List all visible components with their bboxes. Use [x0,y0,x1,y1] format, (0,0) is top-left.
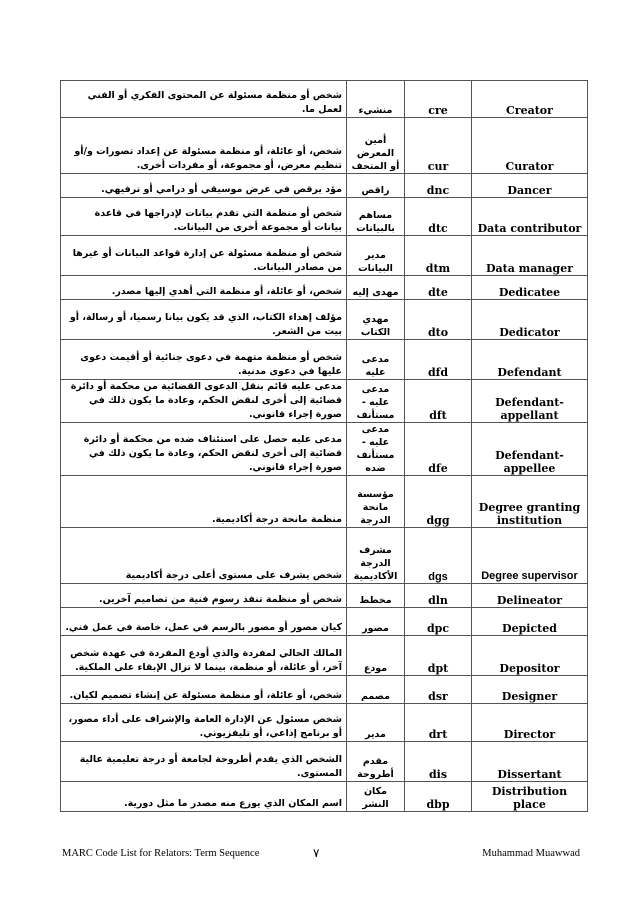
arabic-definition-cell: مدعى عليه قائم بنقل الدعوى القضائية من محكمة أو دائرة قضائية إلى أخرى لنقض الحكم، وعادة ما يكون ذلك في صورة إجراء قانوني. [61,380,347,423]
arabic-definition-cell: شخص، أو عائلة، أو منظمة مسئولة عن إعداد تصورات و/أو تنظيم معرض، أو مجموعة، أو مفردات أخرى. [61,118,347,174]
arabic-term-cell: مؤسسة مانحة الدرجة [347,476,405,528]
relator-code-cell: dnc [405,174,472,198]
arabic-definition-cell: شخص يشرف على مستوى أعلى درجة أكاديمية [61,528,347,584]
table-row [61,118,588,174]
english-term-cell: Director [472,704,588,742]
english-term-cell: Curator [472,118,588,174]
arabic-term-cell: مدير البيانات [347,236,405,276]
relator-code-cell: dft [405,380,472,423]
relator-code-cell: dfd [405,340,472,380]
table-row [61,782,588,812]
footer-title: MARC Code List for Relators: Term Sequence [62,848,260,859]
english-term-cell: Distribution place [472,782,588,812]
relator-code-cell: dgs [405,528,472,584]
relator-table [60,80,588,812]
english-term-cell: Dissertant [472,742,588,782]
relator-code-cell: dtm [405,236,472,276]
relator-code-cell: dsr [405,676,472,704]
table-row [61,81,588,118]
table-row [61,174,588,198]
relator-code-cell: dbp [405,782,472,812]
arabic-term-cell: مدعى عليه - مستأنف [347,380,405,423]
english-term-cell: Dancer [472,174,588,198]
table-row [61,608,588,636]
english-term-cell: Designer [472,676,588,704]
english-term-cell: Degree supervisor [472,528,588,584]
arabic-definition-cell: كيان مصور أو مصور بالرسم في عمل، خاصة في عمل فني. [61,608,347,636]
footer-author: Muhammad Muawwad [482,848,580,859]
english-term-cell: Dedicatee [472,276,588,300]
arabic-term-cell: راقص [347,174,405,198]
footer-page-number: ٧ [313,846,320,860]
table-row [61,236,588,276]
arabic-definition-cell: شخص أو منظمة مسئولة عن إدارة قواعد البيانات أو غيرها من مصادر البيانات. [61,236,347,276]
table-row [61,528,588,584]
arabic-term-cell: مقدم أطروحة [347,742,405,782]
relator-code-cell: dfe [405,423,472,476]
arabic-term-cell: مدعى عليه [347,340,405,380]
table-row [61,476,588,528]
english-term-cell: Defendant-appellee [472,423,588,476]
english-term-cell: Dedicator [472,300,588,340]
arabic-term-cell: مساهم بالبيانات [347,198,405,236]
arabic-definition-cell: المالك الحالي لمفردة والذي أودع المفردة في عهدة شخص آخر، أو عائلة، أو منظمة، بينما لا تزال الإبقاء على الملكية. [61,636,347,676]
relator-code-cell: dto [405,300,472,340]
english-term-cell: Data contributor [472,198,588,236]
arabic-definition-cell: شخص مسئول عن الإدارة العامة والإشراف على أداء مصور، أو برنامج إذاعي، أو تليفزيوني. [61,704,347,742]
relator-code-cell: cre [405,81,472,118]
arabic-definition-cell: الشخص الذي يقدم أطروحة لجامعة أو درجة تعليمية عالية المستوى. [61,742,347,782]
relator-code-cell: dte [405,276,472,300]
relator-code-cell: dpt [405,636,472,676]
arabic-definition-cell: مدعى عليه حصل على استئناف ضده من محكمة أو دائرة قضائية إلى أخرى لنقض الحكم، وعادة ما يكون ذلك في صورة إجراء قانوني. [61,423,347,476]
relator-code-cell: drt [405,704,472,742]
arabic-definition-cell: شخص، أو عائلة، أو منظمة التي أهدي إليها مصدر. [61,276,347,300]
relator-table-body [61,81,588,812]
english-term-cell: Creator [472,81,588,118]
arabic-term-cell: مشرف الدرجة الأكاديمية [347,528,405,584]
relator-code-cell: cur [405,118,472,174]
table-row [61,276,588,300]
arabic-definition-cell: شخص، أو عائلة، أو منظمة مسئولة عن إنشاء تصميم لكيان. [61,676,347,704]
english-term-cell: Degree granting institution [472,476,588,528]
table-row [61,380,588,423]
arabic-definition-cell: شخص أو منظمة التي تقدم بيانات لإدراجها في قاعدة بيانات أو مجموعة أخرى من البيانات. [61,198,347,236]
table-row [61,636,588,676]
english-term-cell: Defendant [472,340,588,380]
table-row [61,584,588,608]
relator-code-cell: dln [405,584,472,608]
arabic-definition-cell: شخص أو منظمة مسئولة عن المحتوى الفكري أو الفني لعمل ما. [61,81,347,118]
arabic-definition-cell: شخص أو منظمة تنفذ رسوم فنية من تصاميم آخرين. [61,584,347,608]
relator-code-cell: dpc [405,608,472,636]
english-term-cell: Depositor [472,636,588,676]
arabic-term-cell: مكان النشر [347,782,405,812]
table-row [61,300,588,340]
arabic-definition-cell: مؤلف إهداء الكتاب، الذي قد يكون بيانا رسميا، أو رسالة، أو بيت من الشعر. [61,300,347,340]
arabic-term-cell: مصمم [347,676,405,704]
arabic-term-cell: مدعى عليه - مستأنف ضده [347,423,405,476]
english-term-cell: Depicted [472,608,588,636]
relator-code-cell: dtc [405,198,472,236]
english-term-cell: Delineator [472,584,588,608]
arabic-term-cell: مدير [347,704,405,742]
arabic-term-cell: مصور [347,608,405,636]
arabic-term-cell: مودع [347,636,405,676]
table-row [61,340,588,380]
relator-code-cell: dgg [405,476,472,528]
table-row [61,742,588,782]
arabic-term-cell: مهدي الكتاب [347,300,405,340]
arabic-term-cell: منشيء [347,81,405,118]
relator-code-cell: dis [405,742,472,782]
table-row [61,198,588,236]
english-term-cell: Data manager [472,236,588,276]
table-row [61,423,588,476]
arabic-definition-cell: مؤد يرقص في عرض موسيقي أو درامي أو ترفيهي. [61,174,347,198]
arabic-definition-cell: منظمة مانحة درجة أكاديمية. [61,476,347,528]
arabic-definition-cell: شخص أو منظمة متهمة في دعوى جنائية أو أقيمت دعوى عليها في دعوى مدنية. [61,340,347,380]
arabic-term-cell: مخطط [347,584,405,608]
arabic-term-cell: مهدى إليه [347,276,405,300]
arabic-definition-cell: اسم المكان الذي يوزع منه مصدر ما مثل دورية. [61,782,347,812]
table-row [61,676,588,704]
arabic-term-cell: أمين المعرض أو المتحف [347,118,405,174]
english-term-cell: Defendant-appellant [472,380,588,423]
table-row [61,704,588,742]
